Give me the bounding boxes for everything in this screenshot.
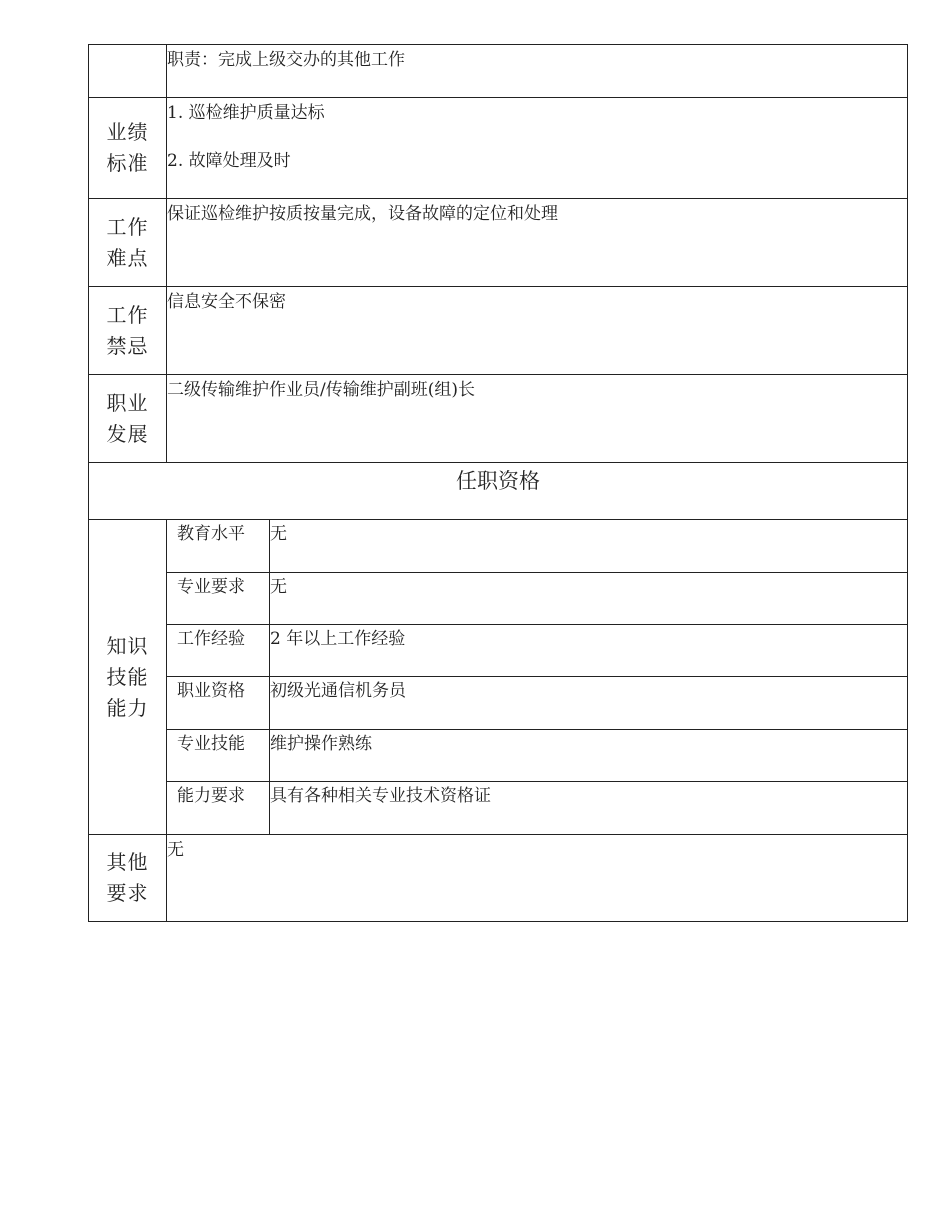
qualification-row xyxy=(89,573,908,625)
other-requirements-label xyxy=(89,835,167,922)
taboo-text: 信息安全不保密 xyxy=(167,287,908,375)
qualification-group-label xyxy=(89,520,167,835)
taboo-label-line-1: 工作 xyxy=(106,302,149,327)
performance-item-2: 2. 故障处理及时 xyxy=(167,151,291,171)
performance-label-line-2: 标准 xyxy=(106,151,149,175)
difficulty-row xyxy=(89,199,908,287)
career-label-line-1: 职业 xyxy=(106,390,149,415)
career-text: 二级传输维护作业员/传输维护副班(组)长 xyxy=(167,375,908,463)
performance-label-line-1: 业绩 xyxy=(106,120,149,144)
experience-label: 工作经验 xyxy=(167,625,270,677)
career-row xyxy=(89,375,908,463)
qualification-group-label-line-1: 知识 xyxy=(106,633,149,658)
education-value: 无 xyxy=(270,520,908,573)
difficulty-text: 保证巡检维护按质按量完成，设备故障的定位和处理 xyxy=(167,199,908,287)
certification-label: 职业资格 xyxy=(167,677,270,730)
job-description-table xyxy=(88,44,908,922)
qualification-group-label-line-3: 能力 xyxy=(106,695,149,720)
ability-value: 具有各种相关专业技术资格证 xyxy=(270,782,908,835)
qualification-row xyxy=(89,782,908,835)
duties-label-cell xyxy=(89,45,167,98)
duties-text: 职责：完成上级交办的其他工作 xyxy=(167,45,908,98)
qualification-row xyxy=(89,625,908,677)
major-label: 专业要求 xyxy=(167,573,270,625)
qualification-row xyxy=(89,520,908,573)
qualification-row xyxy=(89,730,908,782)
performance-label xyxy=(89,98,167,199)
experience-value: 2 年以上工作经验 xyxy=(270,625,908,677)
performance-item-1: 1. 巡检维护质量达标 xyxy=(167,103,325,123)
education-label: 教育水平 xyxy=(167,520,270,573)
other-requirements-row xyxy=(89,835,908,922)
difficulty-label xyxy=(89,199,167,287)
qualification-group-label-line-2: 技能 xyxy=(106,664,149,689)
taboo-row xyxy=(89,287,908,375)
other-label-line-2: 要求 xyxy=(106,881,149,905)
performance-items xyxy=(167,98,908,199)
taboo-label-line-2: 禁忌 xyxy=(106,333,149,358)
career-label xyxy=(89,375,167,463)
ability-label: 能力要求 xyxy=(167,782,270,835)
skills-label: 专业技能 xyxy=(167,730,270,782)
career-label-line-2: 发展 xyxy=(106,421,149,446)
qualifications-title: 任职资格 xyxy=(89,463,908,520)
skills-value: 维护操作熟练 xyxy=(270,730,908,782)
qualification-row xyxy=(89,677,908,730)
difficulty-label-line-1: 工作 xyxy=(106,214,149,239)
qualifications-title-row xyxy=(89,463,908,520)
difficulty-label-line-2: 难点 xyxy=(106,245,149,270)
certification-value: 初级光通信机务员 xyxy=(270,677,908,730)
taboo-label xyxy=(89,287,167,375)
other-label-line-1: 其他 xyxy=(106,850,149,874)
performance-row xyxy=(89,98,908,199)
other-requirements-text: 无 xyxy=(167,835,908,922)
duties-row xyxy=(89,45,908,98)
major-value: 无 xyxy=(270,573,908,625)
